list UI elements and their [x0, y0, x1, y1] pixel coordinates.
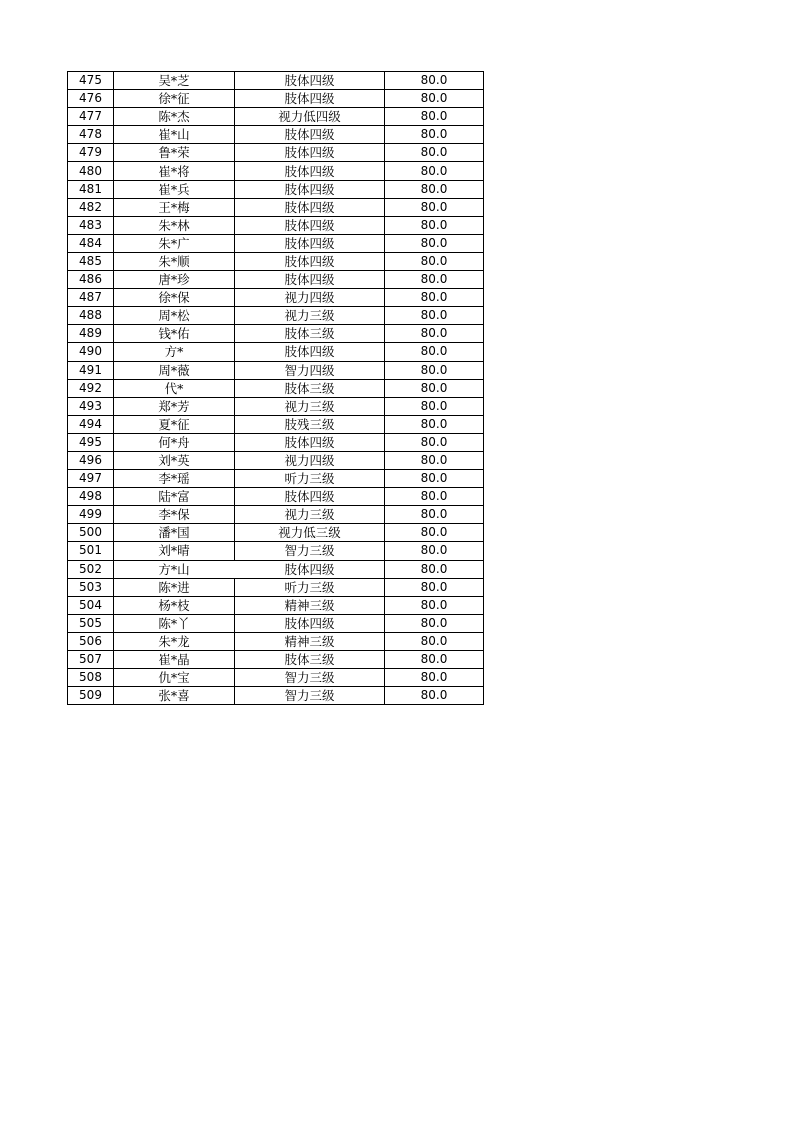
amount-cell: 80.0 [385, 144, 484, 162]
row-number-cell: 495 [68, 433, 114, 451]
name-cell: 仇*宝 [114, 669, 235, 687]
row-number-cell: 483 [68, 216, 114, 234]
name-cell: 陈*进 [114, 578, 235, 596]
disability-level-cell: 智力三级 [235, 669, 385, 687]
row-number-cell: 481 [68, 180, 114, 198]
amount-cell: 80.0 [385, 614, 484, 632]
amount-cell: 80.0 [385, 180, 484, 198]
row-number-cell: 490 [68, 343, 114, 361]
name-cell: 方* [114, 343, 235, 361]
table-row [68, 289, 484, 307]
row-number-cell: 509 [68, 687, 114, 705]
row-number-cell: 498 [68, 488, 114, 506]
row-number-cell: 502 [68, 560, 114, 578]
row-number-cell: 496 [68, 451, 114, 469]
amount-cell: 80.0 [385, 632, 484, 650]
name-cell: 李*瑶 [114, 470, 235, 488]
disability-level-cell: 肢体三级 [235, 651, 385, 669]
row-number-cell: 499 [68, 506, 114, 524]
table-row [68, 198, 484, 216]
name-cell: 陆*富 [114, 488, 235, 506]
disability-level-cell: 精神三级 [235, 632, 385, 650]
amount-cell: 80.0 [385, 578, 484, 596]
row-number-cell: 478 [68, 126, 114, 144]
disability-level-cell: 肢体四级 [235, 198, 385, 216]
name-cell: 鲁*荣 [114, 144, 235, 162]
amount-cell: 80.0 [385, 596, 484, 614]
name-cell: 徐*征 [114, 90, 235, 108]
name-cell: 吴*芝 [114, 72, 235, 90]
name-cell: 代* [114, 379, 235, 397]
table-row [68, 415, 484, 433]
name-cell: 刘*晴 [114, 542, 235, 560]
table-row [68, 470, 484, 488]
table-row [68, 271, 484, 289]
table-row [68, 506, 484, 524]
disability-level-cell: 肢体三级 [235, 325, 385, 343]
disability-level-cell: 肢体四级 [235, 271, 385, 289]
amount-cell: 80.0 [385, 289, 484, 307]
amount-cell: 80.0 [385, 72, 484, 90]
amount-cell: 80.0 [385, 433, 484, 451]
table-row [68, 651, 484, 669]
table-row [68, 144, 484, 162]
amount-cell: 80.0 [385, 343, 484, 361]
name-cell: 崔*山 [114, 126, 235, 144]
name-cell: 唐*珍 [114, 271, 235, 289]
name-cell: 朱*广 [114, 234, 235, 252]
table-row [68, 596, 484, 614]
disability-level-cell: 智力三级 [235, 687, 385, 705]
amount-cell: 80.0 [385, 108, 484, 126]
name-cell: 夏*征 [114, 415, 235, 433]
name-cell: 陈*杰 [114, 108, 235, 126]
row-number-cell: 486 [68, 271, 114, 289]
amount-cell: 80.0 [385, 216, 484, 234]
amount-cell: 80.0 [385, 126, 484, 144]
disability-level-cell: 肢体四级 [235, 144, 385, 162]
row-number-cell: 482 [68, 198, 114, 216]
name-cell: 陈*丫 [114, 614, 235, 632]
disability-level-cell: 肢体四级 [235, 252, 385, 270]
row-number-cell: 506 [68, 632, 114, 650]
row-number-cell: 500 [68, 524, 114, 542]
row-number-cell: 484 [68, 234, 114, 252]
disability-level-cell: 肢体四级 [235, 162, 385, 180]
amount-cell: 80.0 [385, 560, 484, 578]
disability-level-cell: 肢体三级 [235, 379, 385, 397]
disability-level-cell: 视力三级 [235, 506, 385, 524]
amount-cell: 80.0 [385, 397, 484, 415]
row-number-cell: 479 [68, 144, 114, 162]
name-cell: 张*喜 [114, 687, 235, 705]
table-row [68, 451, 484, 469]
table-row [68, 325, 484, 343]
row-number-cell: 491 [68, 361, 114, 379]
table-row [68, 90, 484, 108]
name-cell: 李*保 [114, 506, 235, 524]
table-row [68, 126, 484, 144]
disability-level-cell: 肢体四级 [235, 126, 385, 144]
name-cell: 杨*枝 [114, 596, 235, 614]
table-row [68, 234, 484, 252]
row-number-cell: 492 [68, 379, 114, 397]
disability-level-cell: 肢体四级 [235, 433, 385, 451]
disability-level-cell: 视力低三级 [235, 524, 385, 542]
table-row [68, 72, 484, 90]
disability-level-cell: 肢体四级 [235, 560, 385, 578]
amount-cell: 80.0 [385, 651, 484, 669]
table-row [68, 542, 484, 560]
amount-cell: 80.0 [385, 488, 484, 506]
name-cell: 钱*佑 [114, 325, 235, 343]
disability-level-cell: 智力三级 [235, 542, 385, 560]
table-row [68, 433, 484, 451]
row-number-cell: 477 [68, 108, 114, 126]
row-number-cell: 488 [68, 307, 114, 325]
amount-cell: 80.0 [385, 325, 484, 343]
table-row [68, 379, 484, 397]
disability-level-cell: 视力三级 [235, 307, 385, 325]
row-number-cell: 503 [68, 578, 114, 596]
disability-level-cell: 视力三级 [235, 397, 385, 415]
name-cell: 朱*顺 [114, 252, 235, 270]
name-cell: 朱*龙 [114, 632, 235, 650]
amount-cell: 80.0 [385, 271, 484, 289]
disability-level-cell: 肢残三级 [235, 415, 385, 433]
amount-cell: 80.0 [385, 379, 484, 397]
row-number-cell: 489 [68, 325, 114, 343]
amount-cell: 80.0 [385, 669, 484, 687]
table-row [68, 307, 484, 325]
table-row [68, 669, 484, 687]
row-number-cell: 485 [68, 252, 114, 270]
table-row [68, 614, 484, 632]
amount-cell: 80.0 [385, 524, 484, 542]
amount-cell: 80.0 [385, 542, 484, 560]
name-cell: 潘*国 [114, 524, 235, 542]
name-cell: 何*舟 [114, 433, 235, 451]
table-row [68, 361, 484, 379]
name-cell: 王*梅 [114, 198, 235, 216]
table-row [68, 488, 484, 506]
name-cell: 周*薇 [114, 361, 235, 379]
row-number-cell: 476 [68, 90, 114, 108]
row-number-cell: 501 [68, 542, 114, 560]
data-table [67, 71, 484, 705]
row-number-cell: 497 [68, 470, 114, 488]
table-row [68, 560, 484, 578]
disability-level-cell: 精神三级 [235, 596, 385, 614]
name-cell: 朱*林 [114, 216, 235, 234]
table-row [68, 162, 484, 180]
amount-cell: 80.0 [385, 470, 484, 488]
name-cell: 崔*将 [114, 162, 235, 180]
amount-cell: 80.0 [385, 415, 484, 433]
disability-level-cell: 肢体四级 [235, 180, 385, 198]
row-number-cell: 508 [68, 669, 114, 687]
table-row [68, 343, 484, 361]
table-body [68, 72, 484, 705]
amount-cell: 80.0 [385, 162, 484, 180]
table-row [68, 632, 484, 650]
name-cell: 崔*晶 [114, 651, 235, 669]
name-cell: 方*山 [114, 560, 235, 578]
amount-cell: 80.0 [385, 307, 484, 325]
disability-level-cell: 听力三级 [235, 578, 385, 596]
name-cell: 徐*保 [114, 289, 235, 307]
table-row [68, 216, 484, 234]
row-number-cell: 475 [68, 72, 114, 90]
amount-cell: 80.0 [385, 198, 484, 216]
table-row [68, 687, 484, 705]
disability-level-cell: 肢体四级 [235, 614, 385, 632]
disability-level-cell: 视力四级 [235, 451, 385, 469]
disability-level-cell: 肢体四级 [235, 343, 385, 361]
amount-cell: 80.0 [385, 361, 484, 379]
table-row [68, 252, 484, 270]
table-row [68, 578, 484, 596]
disability-level-cell: 智力四级 [235, 361, 385, 379]
amount-cell: 80.0 [385, 451, 484, 469]
disability-level-cell: 肢体四级 [235, 72, 385, 90]
name-cell: 郑*芳 [114, 397, 235, 415]
disability-level-cell: 肢体四级 [235, 216, 385, 234]
row-number-cell: 505 [68, 614, 114, 632]
amount-cell: 80.0 [385, 90, 484, 108]
disability-level-cell: 肢体四级 [235, 488, 385, 506]
disability-level-cell: 视力低四级 [235, 108, 385, 126]
table-row [68, 180, 484, 198]
amount-cell: 80.0 [385, 234, 484, 252]
amount-cell: 80.0 [385, 687, 484, 705]
name-cell: 崔*兵 [114, 180, 235, 198]
amount-cell: 80.0 [385, 506, 484, 524]
table-row [68, 397, 484, 415]
row-number-cell: 487 [68, 289, 114, 307]
amount-cell: 80.0 [385, 252, 484, 270]
name-cell: 周*松 [114, 307, 235, 325]
row-number-cell: 504 [68, 596, 114, 614]
table-row [68, 524, 484, 542]
row-number-cell: 494 [68, 415, 114, 433]
table-row [68, 108, 484, 126]
row-number-cell: 493 [68, 397, 114, 415]
row-number-cell: 507 [68, 651, 114, 669]
disability-level-cell: 肢体四级 [235, 90, 385, 108]
disability-level-cell: 肢体四级 [235, 234, 385, 252]
row-number-cell: 480 [68, 162, 114, 180]
disability-level-cell: 听力三级 [235, 470, 385, 488]
name-cell: 刘*英 [114, 451, 235, 469]
disability-level-cell: 视力四级 [235, 289, 385, 307]
